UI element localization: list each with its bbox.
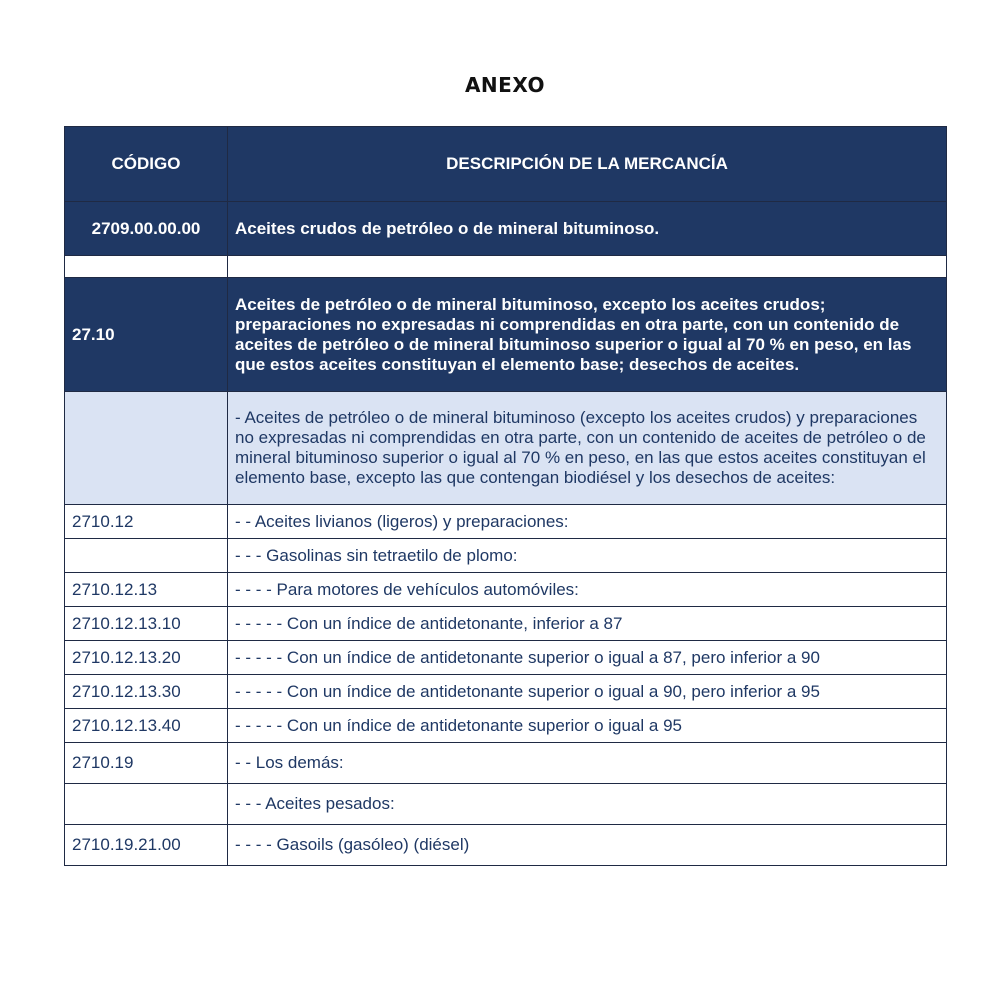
description-cell: - - - - - Con un índice de antidetonante, inferior a 87 [228,607,947,641]
code-cell [65,392,228,505]
description-cell [228,256,947,278]
code-cell: 2710.19 [65,743,228,784]
description-cell: - - Aceites livianos (ligeros) y preparaciones: [228,505,947,539]
annex-table [64,126,947,866]
table-row [65,539,947,573]
header-code: CÓDIGO [65,127,228,202]
code-cell: 27.10 [65,278,228,392]
description-cell: - - - Gasolinas sin tetraetilo de plomo: [228,539,947,573]
code-cell: 2710.19.21.00 [65,825,228,866]
table-row [65,784,947,825]
description-cell: - - - - Para motores de vehículos automóviles: [228,573,947,607]
table-row [65,505,947,539]
code-cell [65,256,228,278]
table-row [65,573,947,607]
description-cell: - - Los demás: [228,743,947,784]
code-cell: 2710.12.13 [65,573,228,607]
header-description: DESCRIPCIÓN DE LA MERCANCÍA [228,127,947,202]
table-row [65,392,947,505]
page-title: ANEXO [464,73,546,97]
code-cell: 2710.12.13.10 [65,607,228,641]
table-row [65,675,947,709]
table-row-spacer [65,256,947,278]
table-row [65,202,947,256]
code-cell [65,784,228,825]
table-row [65,607,947,641]
code-cell: 2710.12.13.40 [65,709,228,743]
description-cell: Aceites de petróleo o de mineral bituminoso, excepto los aceites crudos; preparaciones no expresadas ni comprendidas en otra parte, con un contenido de aceites de petróleo o de mineral bituminoso superior o igual al 70 % en peso, en las que estos aceites constituyan el elemento base; desechos de aceites. [228,278,947,392]
description-cell: - - - - Gasoils (gasóleo) (diésel) [228,825,947,866]
code-cell: 2710.12.13.20 [65,641,228,675]
description-cell: - - - Aceites pesados: [228,784,947,825]
code-cell: 2709.00.00.00 [65,202,228,256]
description-cell: - - - - - Con un índice de antidetonante superior o igual a 87, pero inferior a 90 [228,641,947,675]
table-row [65,278,947,392]
table-row [65,709,947,743]
code-cell: 2710.12.13.30 [65,675,228,709]
description-cell: - - - - - Con un índice de antidetonante superior o igual a 95 [228,709,947,743]
description-cell: Aceites crudos de petróleo o de mineral bituminoso. [228,202,947,256]
description-cell: - - - - - Con un índice de antidetonante superior o igual a 90, pero inferior a 95 [228,675,947,709]
table-row [65,641,947,675]
description-cell: - Aceites de petróleo o de mineral bituminoso (excepto los aceites crudos) y preparaciones no expresadas ni comprendidas en otra parte, con un contenido de aceites de petróleo o de mineral bituminoso superior o igual al 70 % en peso, en las que estos aceites constituyan el elemento base, excepto las que contengan biodiésel y los desechos de aceites: [228,392,947,505]
table-row [65,825,947,866]
code-cell: 2710.12 [65,505,228,539]
table-header-row [65,127,947,202]
table-row [65,743,947,784]
code-cell [65,539,228,573]
